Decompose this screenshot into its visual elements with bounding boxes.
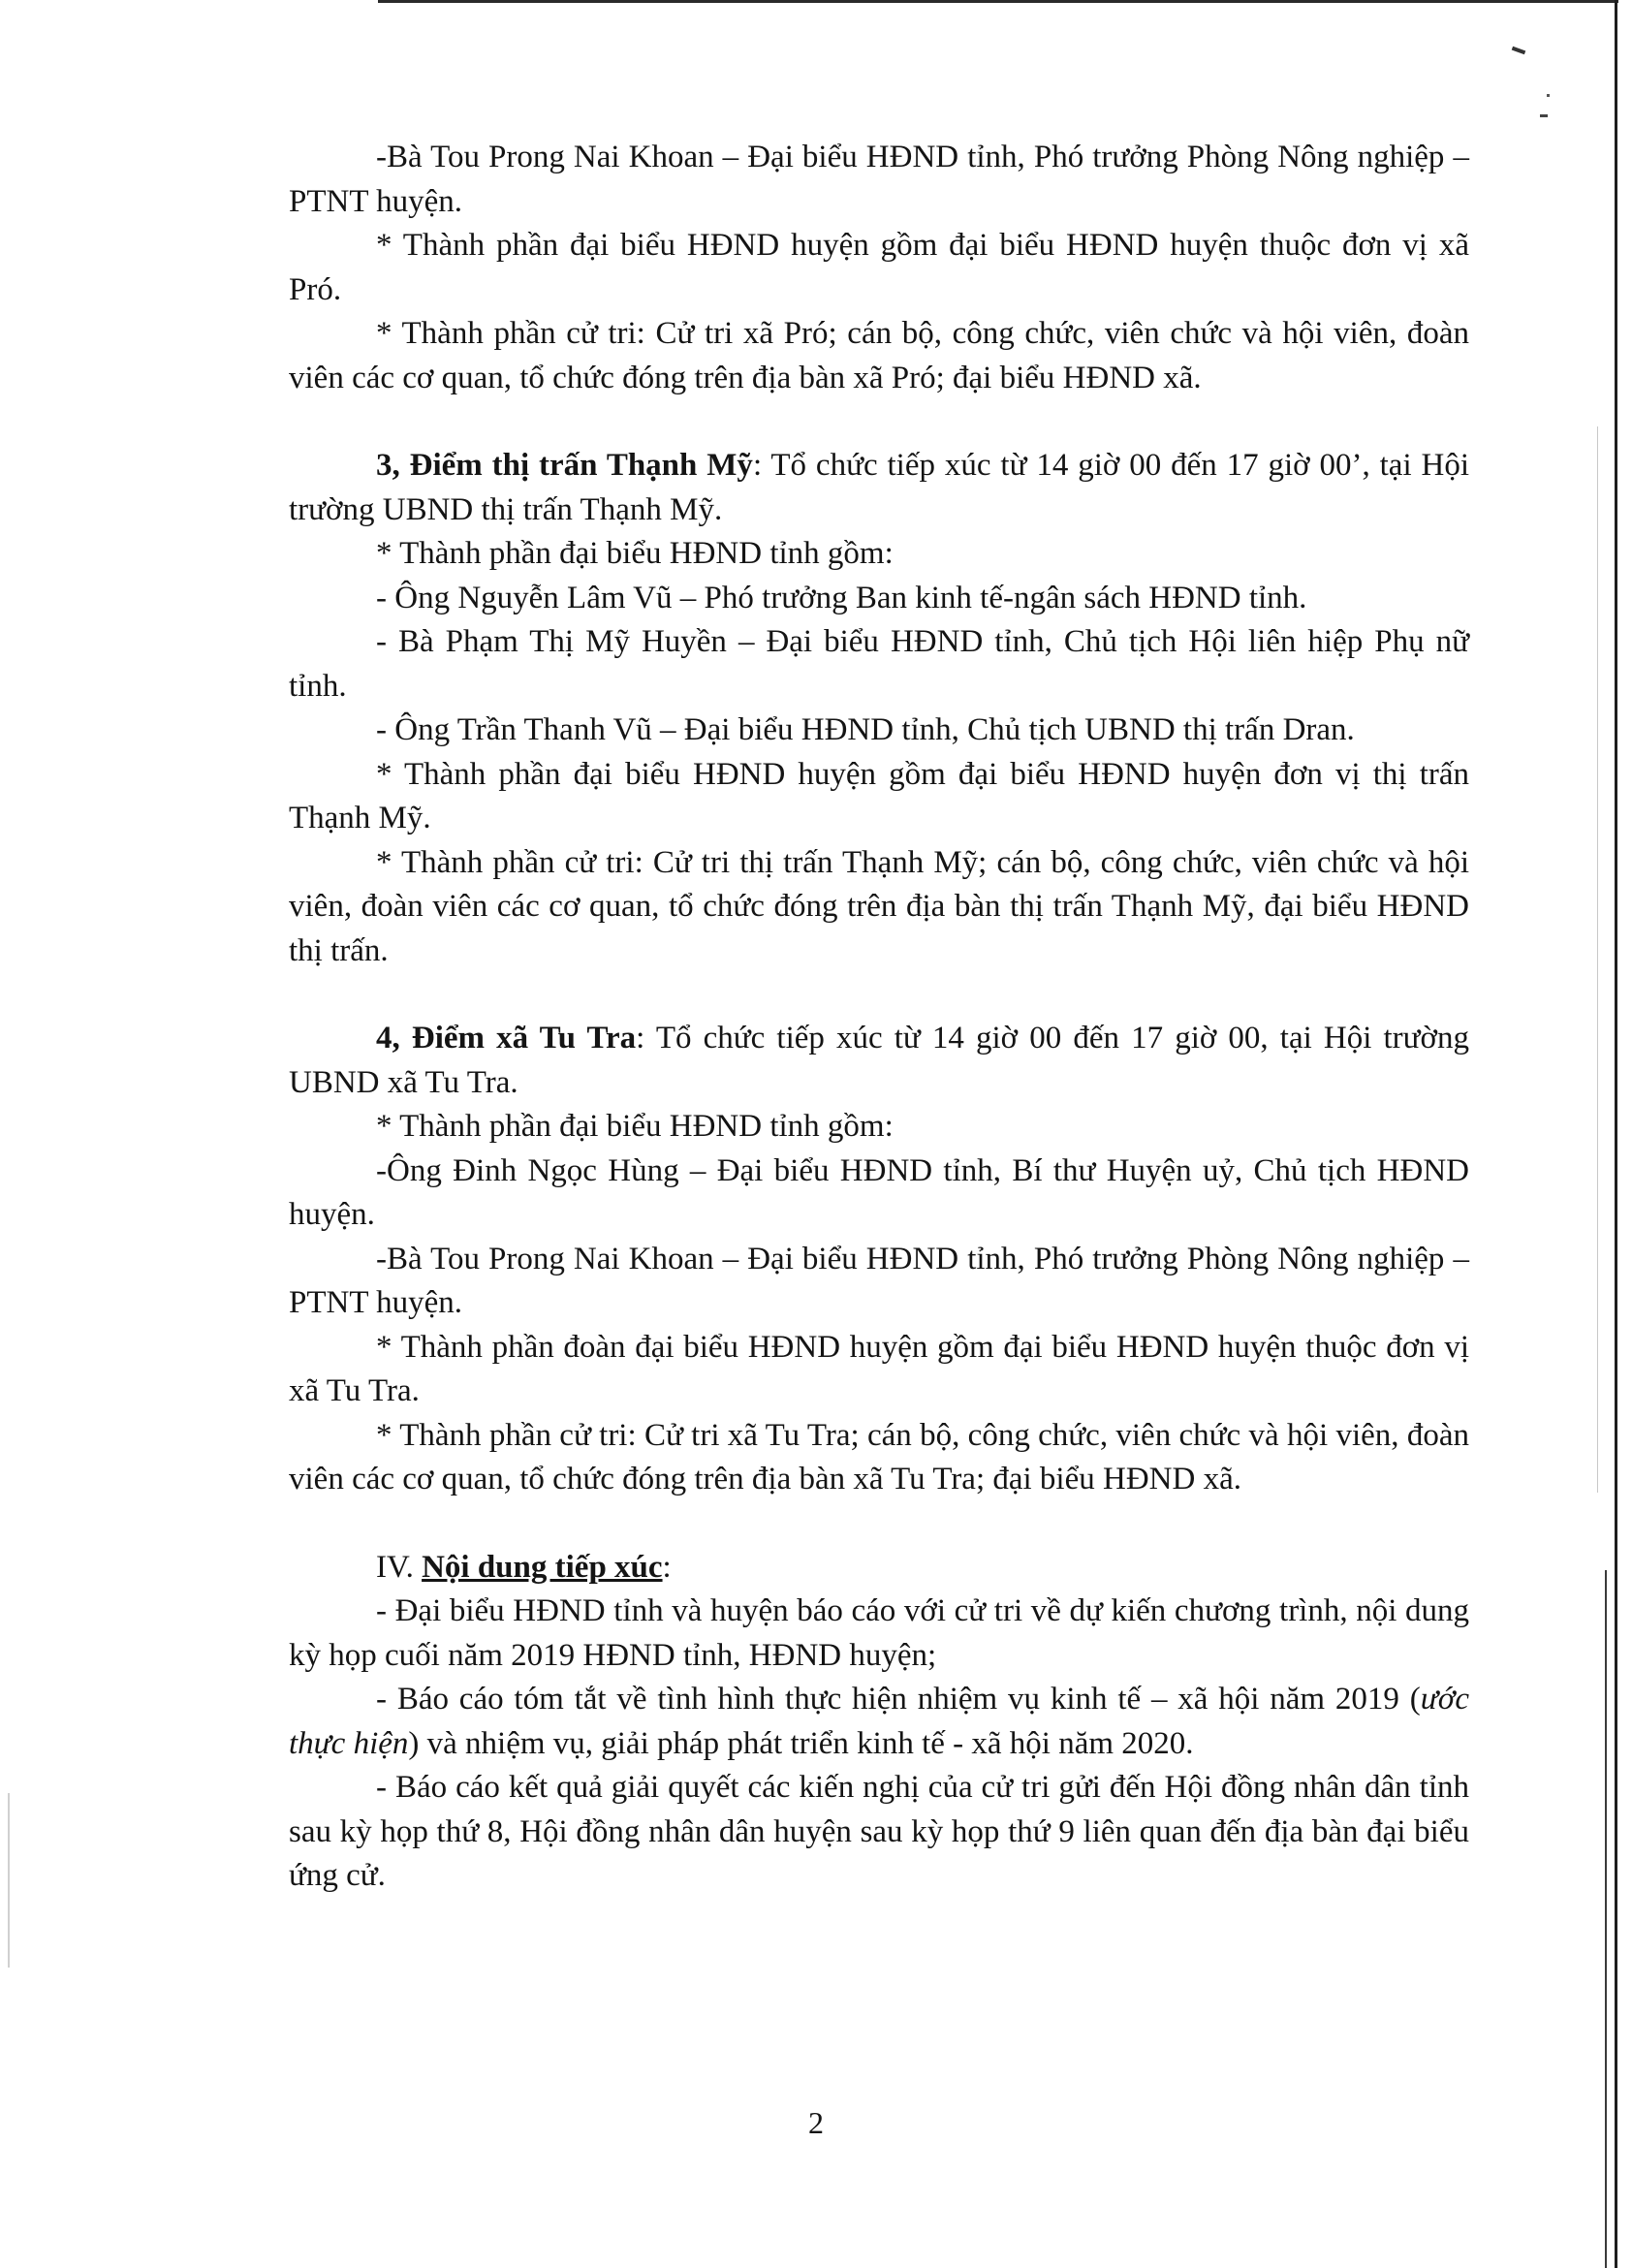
section-iv-title: Nội dung tiếp xúc [422,1549,663,1585]
paragraph: - Ông Trần Thanh Vũ – Đại biểu HĐND tỉnh, Chủ tịch UBND thị trấn Dran. [376,712,1355,747]
paragraph: * Thành phần đoàn đại biểu HĐND huyện gồm đại biểu HĐND huyện thuộc đơn vị xã Tu Tra. [289,1329,1469,1408]
paragraph: -Bà Tou Prong Nai Khoan – Đại biểu HĐND tỉnh, Phó trưởng Phòng Nông nghiệp – PTNT huyện. [289,1241,1469,1320]
paragraph: * Thành phần cử tri: Cử tri xã Tu Tra; cán bộ, công chức, viên chức và hội viên, đoàn viên các cơ quan, tổ chức đóng trên địa bàn xã Tu Tra; đại biểu HĐND xã. [289,1417,1469,1496]
paragraph: * Thành phần đại biểu HĐND tỉnh gồm: [376,1109,894,1144]
section-4-intro [289,1017,1469,1105]
paragraph: * Thành phần cử tri: Cử tri xã Pró; cán bộ, công chức, viên chức và hội viên, đoàn viên các cơ quan, tổ chức đóng trên địa bàn xã Pró; đại biểu HĐND xã. [289,316,1469,395]
paragraph-text: ) và nhiệm vụ, giải pháp phát triển kinh tế - xã hội năm 2020. [408,1725,1194,1761]
section-4-heading: 4, Điểm xã Tu Tra [376,1021,637,1055]
scan-speck [1547,94,1550,97]
scan-right-edge [1615,0,1617,2268]
paragraph-text: - Báo cáo tóm tắt về tình hình thực hiện nhiệm vụ kinh tế – xã hội năm 2019 ( [376,1682,1421,1717]
paragraph: * Thành phần đại biểu HĐND huyện gồm đại biểu HĐND huyện đơn vị thị trấn Thạnh Mỹ. [289,756,1469,835]
page-number: 2 [808,2105,824,2140]
section-iv-heading [289,1546,1469,1591]
scan-faint-line-left [8,1793,10,1968]
paragraph: -Ông Đinh Ngọc Hùng – Đại biểu HĐND tỉnh, Bí thư Huyện uỷ, Chủ tịch HĐND huyện. [289,1152,1469,1232]
italic-text: ước thực hiện [289,1682,1469,1761]
scan-right-edge-inner [1605,1570,1607,2268]
paragraph: - Đại biểu HĐND tỉnh và huyện báo cáo với cử tri về dự kiến chương trình, nội dung kỳ họp cuối năm 2019 HĐND tỉnh, HĐND huyện; [289,1593,1469,1673]
section-4-intro-text: : Tổ chức tiếp xúc từ 14 giờ 00 đến 17 giờ 00, tại Hội trường UBND xã Tu Tra. [289,1021,1469,1100]
scan-speck [1512,47,1526,55]
section-3-intro-text: : Tổ chức tiếp xúc từ 14 giờ 00 đến 17 giờ 00’, tại Hội trường UBND thị trấn Thạnh Mỹ. [289,448,1470,527]
section-iv-numeral: IV. [376,1549,423,1585]
paragraph: * Thành phần cử tri: Cử tri thị trấn Thạnh Mỹ; cán bộ, công chức, viên chức và hội viên, đoàn viên các cơ quan, tổ chức đóng trên địa bàn thị trấn Thạnh Mỹ, đại biểu HĐND thị trấn. [289,844,1469,968]
section-3-heading: 3, Điểm thị trấn Thạnh Mỹ [376,448,753,483]
paragraph: * Thành phần đại biểu HĐND huyện gồm đại biểu HĐND huyện thuộc đơn vị xã Pró. [289,228,1469,307]
scan-top-rule [378,0,1618,3]
paragraph: - Bà Phạm Thị Mỹ Huyền – Đại biểu HĐND tỉnh, Chủ tịch Hội liên hiệp Phụ nữ tỉnh. [289,624,1469,704]
section-3-intro [289,444,1469,532]
scan-speck [1540,114,1548,117]
paragraph: -Bà Tou Prong Nai Khoan – Đại biểu HĐND tỉnh, Phó trưởng Phòng Nông nghiệp – PTNT huyện. [289,140,1469,219]
scan-faint-line [1597,426,1598,1493]
paragraph: - Báo cáo kết quả giải quyết các kiến nghị của cử tri gửi đến Hội đồng nhân dân tỉnh sau kỳ họp thứ 8, Hội đồng nhân dân huyện sau kỳ họp thứ 9 liên quan đến địa bàn đại biểu ứng cử. [289,1770,1469,1893]
paragraph: - Ông Nguyễn Lâm Vũ – Phó trưởng Ban kinh tế-ngân sách HĐND tỉnh. [376,580,1307,615]
document-body [289,136,1469,1899]
section-iv-colon: : [662,1549,672,1585]
paragraph [289,1678,1469,1766]
paragraph: * Thành phần đại biểu HĐND tỉnh gồm: [376,536,894,571]
